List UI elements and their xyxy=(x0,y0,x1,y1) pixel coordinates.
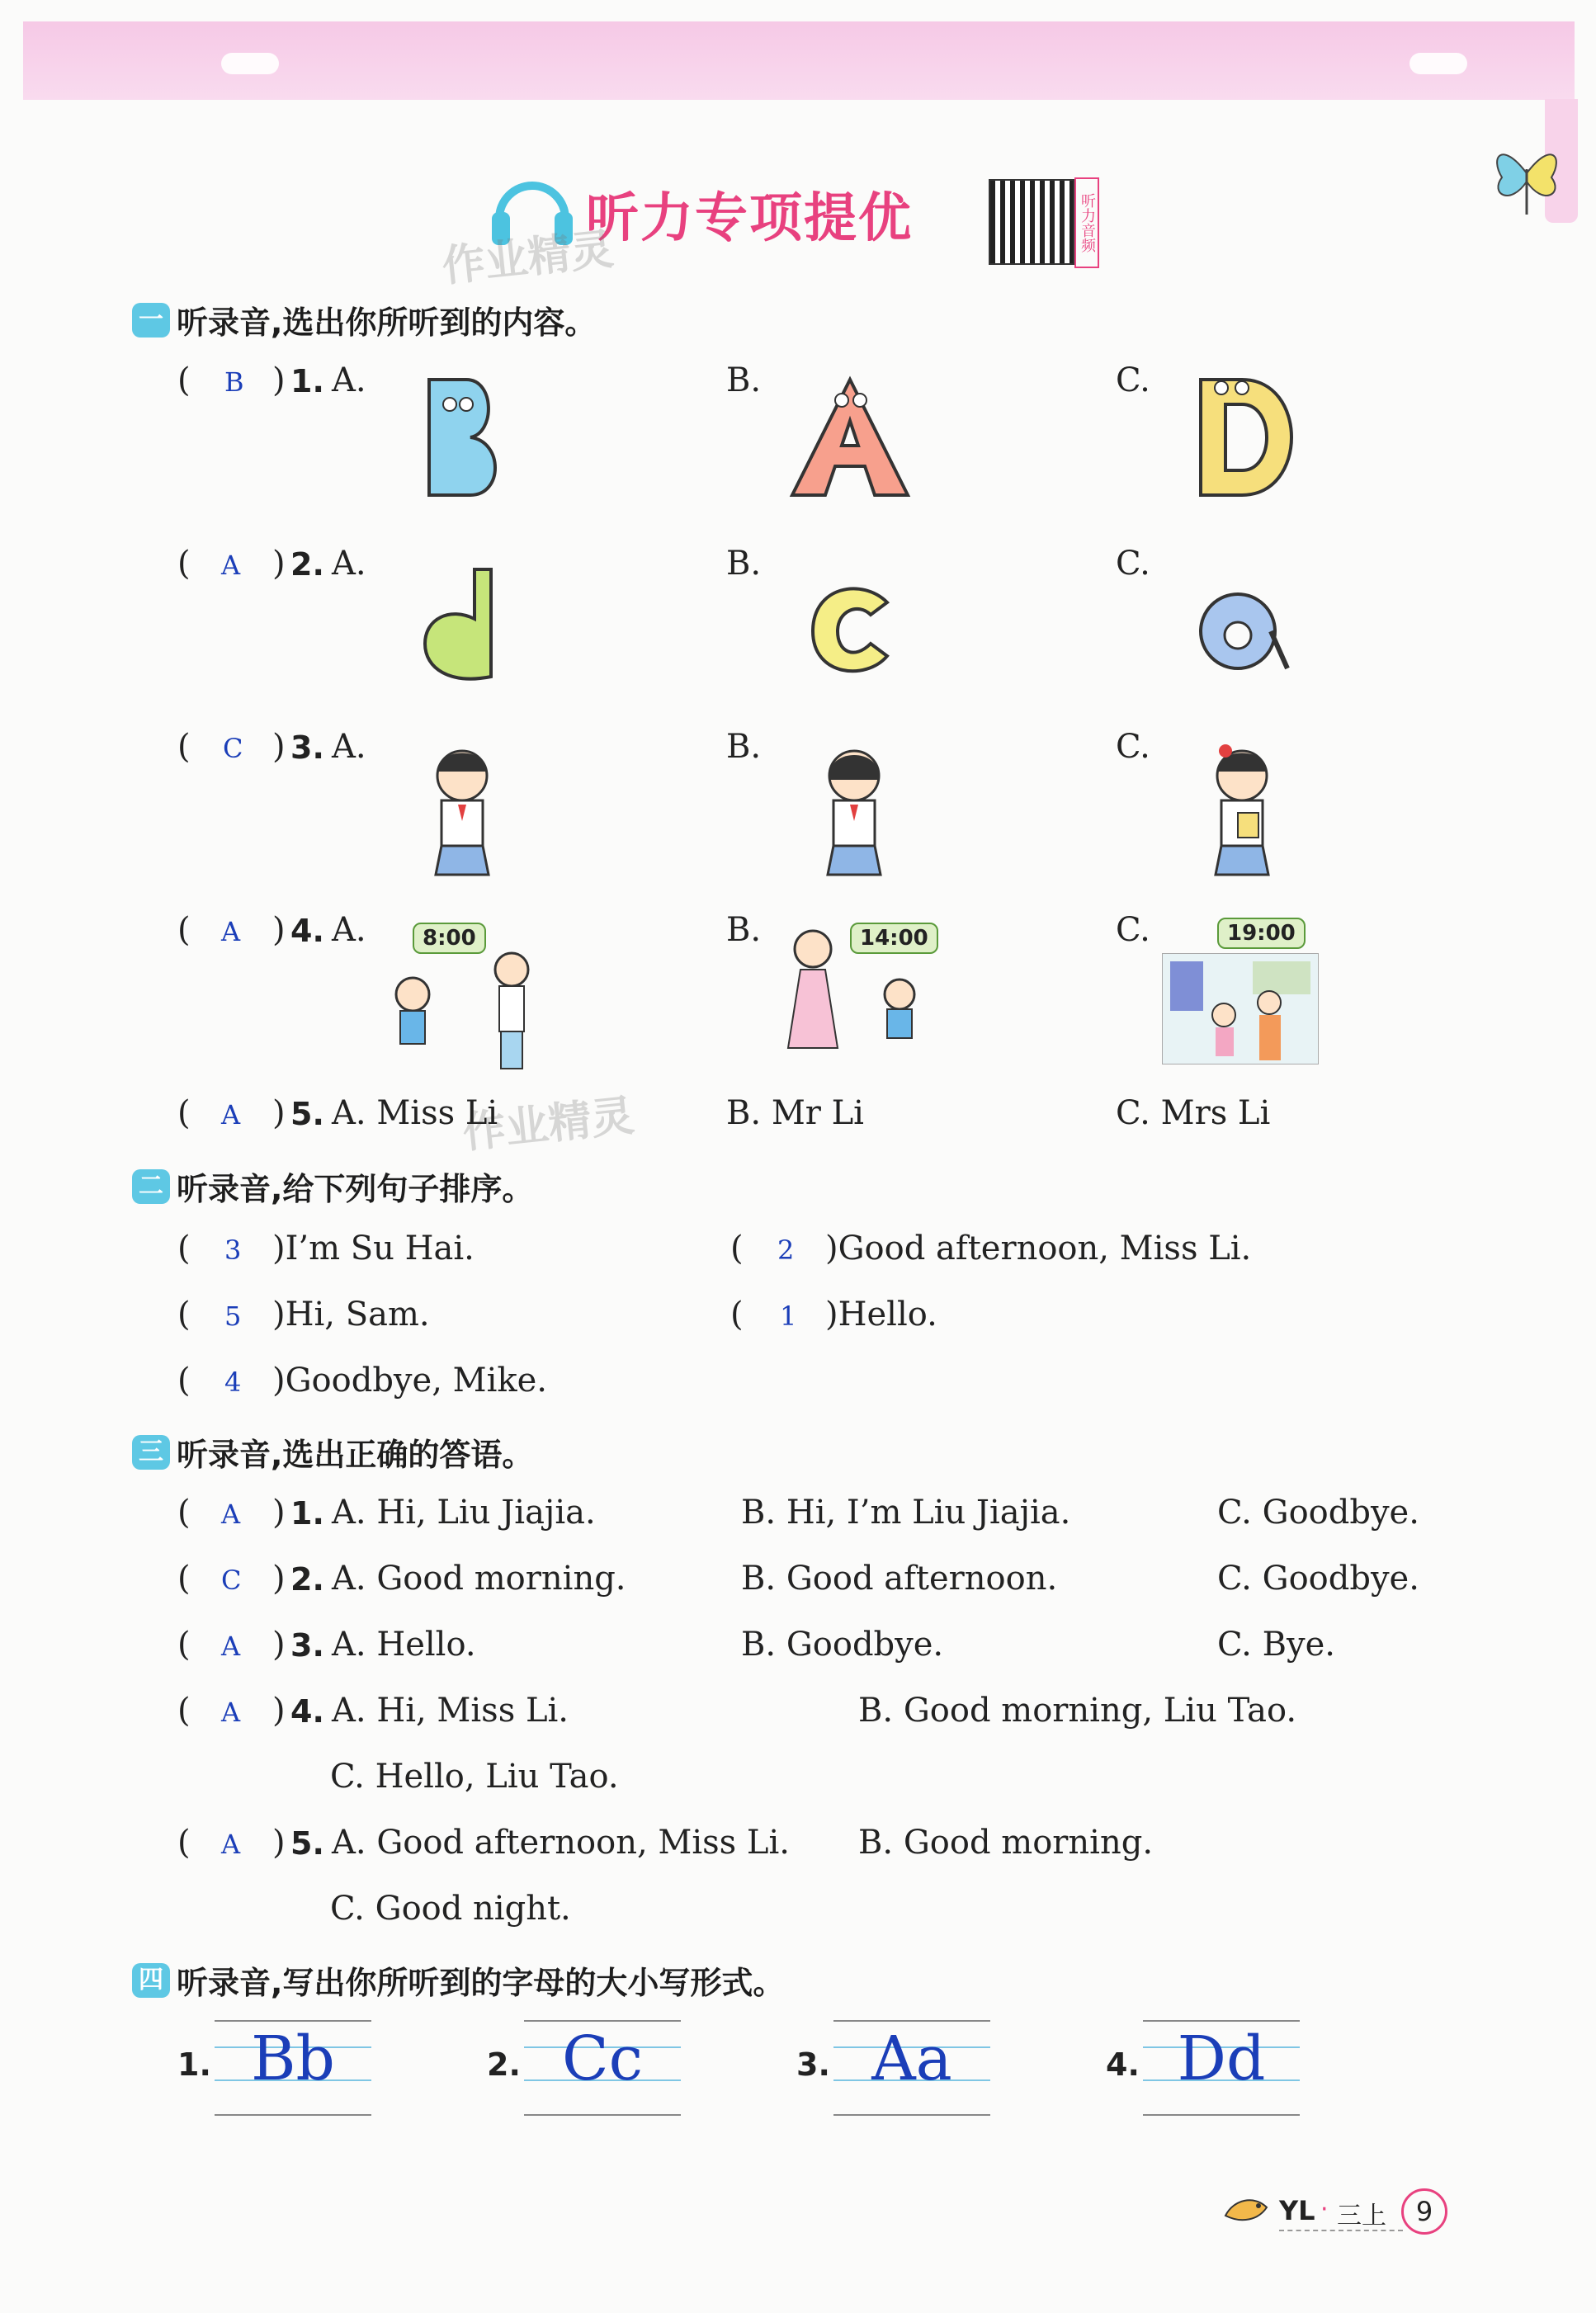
option-b: B. Mr Li xyxy=(726,1094,864,1132)
answer-value: A xyxy=(221,916,241,947)
paren-close: ) xyxy=(272,911,286,949)
question-number: 1. xyxy=(290,363,324,399)
page-number: 9 xyxy=(1401,2188,1447,2235)
bird-icon xyxy=(1221,2191,1271,2228)
question-number: 1. xyxy=(290,1495,324,1532)
section-1-heading xyxy=(132,297,596,342)
answer-value: B xyxy=(224,366,244,398)
answer-value: 2 xyxy=(777,1234,795,1266)
section-title: 听录音,给下列句子排序。 xyxy=(177,1171,534,1207)
option-c: C. Good night. xyxy=(330,1890,571,1928)
butterfly-icon xyxy=(1485,132,1568,223)
clock-time-label: 14:00 xyxy=(850,923,938,954)
option-a: A. xyxy=(332,728,366,766)
option-a: A. Good morning. xyxy=(332,1560,626,1598)
option-b: B. xyxy=(726,911,762,949)
footer-separator: · xyxy=(1320,2195,1329,2224)
paren-open: ( xyxy=(177,911,191,949)
option-a: A. Hello. xyxy=(332,1626,476,1664)
paren-close: ) xyxy=(272,1494,286,1532)
watermark: 作业精灵 xyxy=(440,224,616,292)
option-c: C. xyxy=(1116,911,1150,949)
paren-close: ) xyxy=(272,1626,286,1664)
woman-and-boy-greeting-illustration xyxy=(763,924,928,1073)
written-answer: Bb xyxy=(251,2023,335,2094)
paren-open: ( xyxy=(177,1296,191,1334)
clock-time-label: 8:00 xyxy=(413,923,486,954)
answer-value: A xyxy=(221,1631,241,1662)
option-c: C. Hello, Liu Tao. xyxy=(330,1758,619,1796)
paren-open: ( xyxy=(730,1296,744,1334)
section-badge: 四 xyxy=(132,1963,170,1998)
option-b: B. Goodbye. xyxy=(741,1626,944,1664)
footer-underline xyxy=(1279,2230,1403,2231)
boy-and-man-greeting-illustration xyxy=(375,949,541,1073)
page-footer xyxy=(1221,2187,1469,2236)
option-b: B. Good morning. xyxy=(858,1824,1154,1862)
letter-c-lowercase-icon xyxy=(805,578,900,681)
answer-value: A xyxy=(221,1829,241,1860)
question-number: 2. xyxy=(290,546,324,583)
question-number: 4. xyxy=(1106,2046,1140,2083)
sentence: )Hello. xyxy=(825,1296,937,1334)
answer-value: A xyxy=(221,550,241,581)
letter-b-cartoon-icon xyxy=(404,371,512,512)
sentence: )Hi, Sam. xyxy=(272,1296,430,1334)
option-a: A. Hi, Liu Jiajia. xyxy=(332,1494,596,1532)
girl-waving-illustration xyxy=(413,743,512,883)
paren-open: ( xyxy=(730,1230,744,1267)
question-number: 5. xyxy=(290,1825,324,1862)
paren-open: ( xyxy=(177,1560,191,1598)
question-number: 5. xyxy=(290,1096,324,1132)
option-b: B. xyxy=(726,361,762,399)
qr-code-icon[interactable] xyxy=(989,179,1074,265)
question-number: 3. xyxy=(290,729,324,766)
option-a: A. Miss Li xyxy=(332,1094,498,1132)
option-a: A. xyxy=(332,361,366,399)
paren-open: ( xyxy=(177,1494,191,1532)
answer-value: 5 xyxy=(224,1300,242,1332)
option-a: A. xyxy=(332,911,366,949)
option-b: B. xyxy=(726,545,762,583)
option-a: A. Hi, Miss Li. xyxy=(332,1692,569,1730)
paren-close: ) xyxy=(272,1692,286,1730)
option-c: C. xyxy=(1116,361,1150,399)
question-number: 1. xyxy=(177,2046,211,2083)
section-2-heading xyxy=(132,1164,533,1209)
section-badge: 一 xyxy=(132,303,170,338)
clock-time-label: 19:00 xyxy=(1217,918,1306,949)
paren-open: ( xyxy=(177,361,191,399)
question-number: 3. xyxy=(796,2046,830,2083)
written-answer: Cc xyxy=(561,2023,644,2094)
answer-value: A xyxy=(221,1099,241,1131)
written-answer: Aa xyxy=(871,2023,952,2094)
option-a: A. Good afternoon, Miss Li. xyxy=(332,1824,790,1862)
question-number: 4. xyxy=(290,913,324,949)
option-c: C. Mrs Li xyxy=(1116,1094,1271,1132)
qr-caption: 听力音频 xyxy=(1074,177,1099,268)
sentence: )Goodbye, Mike. xyxy=(272,1362,548,1400)
option-c: C. Bye. xyxy=(1217,1626,1335,1664)
paren-open: ( xyxy=(177,728,191,766)
paren-open: ( xyxy=(177,545,191,583)
answer-value: C xyxy=(221,1565,242,1596)
paren-close: ) xyxy=(272,545,286,583)
paren-close: ) xyxy=(272,1560,286,1598)
section-title: 听录音,选出你所听到的内容。 xyxy=(177,304,597,341)
answer-value: C xyxy=(223,733,243,764)
paren-open: ( xyxy=(177,1824,191,1862)
option-a: A. xyxy=(332,545,366,583)
option-b: B. Good morning, Liu Tao. xyxy=(858,1692,1297,1730)
sentence: )Good afternoon, Miss Li. xyxy=(825,1230,1252,1267)
option-c: C. Goodbye. xyxy=(1217,1560,1419,1598)
paren-open: ( xyxy=(177,1230,191,1267)
top-decorative-band xyxy=(23,21,1575,100)
paren-open: ( xyxy=(177,1094,191,1132)
option-b: B. xyxy=(726,728,762,766)
series-code: YL xyxy=(1279,2195,1315,2226)
written-answer: Dd xyxy=(1177,2023,1266,2094)
girl-holding-book-illustration xyxy=(1192,739,1291,883)
paren-open: ( xyxy=(177,1626,191,1664)
paren-close: ) xyxy=(272,728,286,766)
question-number: 3. xyxy=(290,1627,324,1664)
paren-close: ) xyxy=(272,1824,286,1862)
sentence: )I’m Su Hai. xyxy=(272,1230,475,1267)
paren-open: ( xyxy=(177,1362,191,1400)
watermark: 作业精灵 xyxy=(460,1091,637,1159)
question-number: 2. xyxy=(487,2046,521,2083)
option-c: C. xyxy=(1116,545,1150,583)
section-title: 听录音,选出正确的答语。 xyxy=(177,1437,534,1473)
girl-waving-illustration xyxy=(805,743,904,883)
option-c: C. Goodbye. xyxy=(1217,1494,1419,1532)
cloud-icon xyxy=(221,53,279,74)
section-3-heading xyxy=(132,1429,533,1475)
section-badge: 二 xyxy=(132,1169,170,1204)
question-number: 2. xyxy=(290,1561,324,1598)
option-b: B. Good afternoon. xyxy=(741,1560,1058,1598)
kitchen-scene-illustration xyxy=(1162,953,1319,1064)
page-title: 听力专项提优 xyxy=(586,188,913,249)
section-4-heading xyxy=(132,1957,784,2003)
section-title: 听录音,写出你所听到的字母的大小写形式。 xyxy=(177,1965,785,2001)
cloud-icon xyxy=(1409,53,1467,74)
letter-d-lowercase-icon xyxy=(417,561,508,685)
section-badge: 三 xyxy=(132,1435,170,1470)
answer-value: 3 xyxy=(224,1234,242,1266)
letter-a-cartoon-icon xyxy=(784,371,916,512)
letter-d-cartoon-icon xyxy=(1168,363,1316,512)
paren-close: ) xyxy=(272,1094,286,1132)
paren-open: ( xyxy=(177,1692,191,1730)
option-c: C. xyxy=(1116,728,1150,766)
answer-value: 4 xyxy=(224,1367,242,1398)
question-number: 4. xyxy=(290,1693,324,1730)
grade-label: 三上 xyxy=(1337,2202,1386,2230)
option-b: B. Hi, I’m Liu Jiajia. xyxy=(741,1494,1071,1532)
answer-value: A xyxy=(221,1499,241,1530)
answer-value: A xyxy=(221,1697,241,1728)
letter-a-lowercase-icon xyxy=(1192,578,1296,681)
answer-value: 1 xyxy=(780,1300,797,1332)
paren-close: ) xyxy=(272,361,286,399)
